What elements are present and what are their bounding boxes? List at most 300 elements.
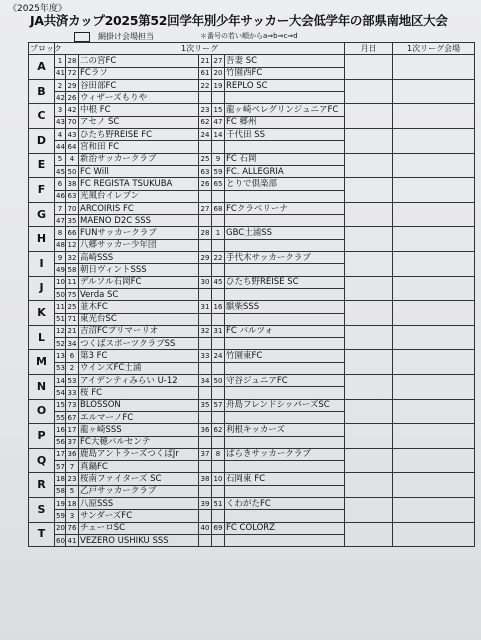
team-name: エルマーノFC <box>79 411 199 423</box>
team-name: ウィザーズもりや <box>79 92 199 104</box>
table-row <box>29 448 475 460</box>
match-date <box>345 178 393 203</box>
table-row <box>29 178 475 190</box>
seed-number: 30 <box>199 276 212 288</box>
block-letter: Q <box>29 448 55 473</box>
draw-number <box>212 534 225 546</box>
team-name: ひたち野REISE SC <box>225 276 345 288</box>
team-name: 千代田 SS <box>225 129 345 141</box>
team-name: FC Will <box>79 165 199 177</box>
team-name <box>225 288 345 300</box>
block-letter: O <box>29 399 55 424</box>
draw-number: 2 <box>66 362 79 374</box>
draw-number <box>212 190 225 202</box>
draw-number <box>212 141 225 153</box>
block-letter: S <box>29 497 55 522</box>
seed-number <box>199 411 212 423</box>
draw-number: 26 <box>66 92 79 104</box>
seed-number <box>199 461 212 473</box>
team-name: 第3 FC <box>79 350 199 362</box>
draw-number: 66 <box>66 227 79 239</box>
team-name: 光風台イレブン <box>79 190 199 202</box>
page-title: JA共済カップ2025第52回学年別少年サッカー大会低学年の部県南地区大会 <box>30 13 448 28</box>
seed-number: 37 <box>199 448 212 460</box>
draw-number <box>212 411 225 423</box>
venue <box>393 129 475 154</box>
seed-number: 45 <box>55 165 66 177</box>
team-name <box>225 239 345 251</box>
legend <box>74 31 154 42</box>
team-name: FC バルツォ <box>225 325 345 337</box>
match-date <box>345 350 393 375</box>
team-name: ぱらきサッカークラブ <box>225 448 345 460</box>
match-date <box>345 301 393 326</box>
draw-number: 75 <box>66 288 79 300</box>
team-name: つくばスポーツクラブSS <box>79 338 199 350</box>
team-name: FCラソ <box>79 67 199 79</box>
venue <box>393 276 475 301</box>
block-letter: A <box>29 55 55 80</box>
seed-number <box>199 510 212 522</box>
team-name: デルソル石岡FC <box>79 276 199 288</box>
team-name <box>225 190 345 202</box>
seed-number <box>199 387 212 399</box>
draw-number: 16 <box>212 301 225 313</box>
seed-number: 51 <box>55 313 66 325</box>
match-date <box>345 129 393 154</box>
team-name: REPLO SC <box>225 79 345 91</box>
seed-number: 23 <box>199 104 212 116</box>
seed-number: 17 <box>55 448 66 460</box>
draw-number: 1 <box>212 227 225 239</box>
draw-number: 63 <box>66 190 79 202</box>
seed-number: 22 <box>199 79 212 91</box>
team-name: アセノ SC <box>79 116 199 128</box>
draw-number: 37 <box>66 436 79 448</box>
team-name: くわがたFC <box>225 497 345 509</box>
seed-number: 49 <box>55 264 66 276</box>
draw-number: 67 <box>66 411 79 423</box>
match-date <box>345 522 393 547</box>
draw-number <box>212 239 225 251</box>
table-row <box>29 497 475 509</box>
draw-number: 27 <box>212 55 225 67</box>
draw-number: 76 <box>66 522 79 534</box>
team-name: 竹園東FC <box>225 350 345 362</box>
table-row <box>29 375 475 387</box>
draw-number: 73 <box>66 399 79 411</box>
table-row <box>29 276 475 288</box>
match-date <box>345 202 393 227</box>
team-name: FC大穂バルセンテ <box>79 436 199 448</box>
draw-number: 32 <box>66 252 79 264</box>
table-row <box>29 350 475 362</box>
draw-number: 20 <box>212 67 225 79</box>
block-letter: G <box>29 202 55 227</box>
seed-number: 47 <box>55 215 66 227</box>
team-name <box>225 313 345 325</box>
team-name: FC 郷州 <box>225 116 345 128</box>
draw-number: 57 <box>212 399 225 411</box>
seed-number: 36 <box>199 424 212 436</box>
seed-number <box>199 485 212 497</box>
seed-number: 42 <box>55 92 66 104</box>
seed-number: 34 <box>199 375 212 387</box>
draw-number: 51 <box>212 497 225 509</box>
team-name: 高崎SSS <box>79 252 199 264</box>
seed-number: 40 <box>199 522 212 534</box>
match-date <box>345 448 393 473</box>
draw-number <box>212 485 225 497</box>
seed-number: 57 <box>55 461 66 473</box>
seed-number: 3 <box>55 104 66 116</box>
team-name <box>225 362 345 374</box>
team-name: 舟島フレンドシッパーズSC <box>225 399 345 411</box>
seed-number: 60 <box>55 534 66 546</box>
team-name: ウインズFC土浦 <box>79 362 199 374</box>
seed-number: 19 <box>55 497 66 509</box>
seed-number: 1 <box>55 55 66 67</box>
block-letter: F <box>29 178 55 203</box>
team-name: FC 石岡 <box>225 153 345 165</box>
draw-number: 11 <box>66 276 79 288</box>
match-date <box>345 104 393 129</box>
seed-number: 46 <box>55 190 66 202</box>
draw-number: 18 <box>66 497 79 509</box>
team-name <box>225 264 345 276</box>
team-name: FC REGISTA TSUKUBA <box>79 178 199 190</box>
venue <box>393 227 475 252</box>
team-name: ARCOIRIS FC <box>79 202 199 214</box>
seed-number: 21 <box>199 55 212 67</box>
draw-number <box>212 288 225 300</box>
draw-number: 28 <box>66 55 79 67</box>
team-name: 東光台SC <box>79 313 199 325</box>
table-row <box>29 399 475 411</box>
draw-number <box>212 362 225 374</box>
seed-number <box>199 215 212 227</box>
seed-number: 35 <box>199 399 212 411</box>
block-letter: I <box>29 252 55 277</box>
block-letter: H <box>29 227 55 252</box>
draw-number: 12 <box>66 239 79 251</box>
draw-number: 19 <box>212 79 225 91</box>
team-name <box>225 338 345 350</box>
draw-number <box>212 215 225 227</box>
seed-number: 59 <box>55 510 66 522</box>
team-name: 守谷ジュニアFC <box>225 375 345 387</box>
team-name: BLOSSON <box>79 399 199 411</box>
draw-number: 33 <box>66 387 79 399</box>
draw-number: 72 <box>66 67 79 79</box>
seed-number <box>199 190 212 202</box>
match-date <box>345 276 393 301</box>
match-date <box>345 55 393 80</box>
team-name: 朝日ヴィントSSS <box>79 264 199 276</box>
team-name <box>225 387 345 399</box>
seed-number: 55 <box>55 411 66 423</box>
draw-number: 59 <box>212 165 225 177</box>
team-name <box>225 461 345 473</box>
seed-number: 44 <box>55 141 66 153</box>
seed-number: 16 <box>55 424 66 436</box>
team-name: 竹園西FC <box>225 67 345 79</box>
draw-number: 15 <box>212 104 225 116</box>
team-name: 並木FC <box>79 301 199 313</box>
draw-number: 22 <box>212 252 225 264</box>
venue <box>393 350 475 375</box>
draw-number: 62 <box>212 424 225 436</box>
draw-number: 14 <box>212 129 225 141</box>
team-name: 桜南ファイターズ SC <box>79 473 199 485</box>
match-date <box>345 325 393 350</box>
team-name: 龍ヶ崎ベレグリンジュニアFC <box>225 104 345 116</box>
draw-number: 9 <box>212 153 225 165</box>
draw-number: 25 <box>66 301 79 313</box>
seed-number: 4 <box>55 129 66 141</box>
seed-number: 43 <box>55 116 66 128</box>
team-name: 手代木サッカークラブ <box>225 252 345 264</box>
draw-number: 31 <box>212 325 225 337</box>
draw-number: 70 <box>66 202 79 214</box>
table-row <box>29 202 475 214</box>
seed-number: 32 <box>199 325 212 337</box>
team-name: 龍ヶ崎SSS <box>79 424 199 436</box>
draw-number: 23 <box>66 473 79 485</box>
draw-number <box>212 92 225 104</box>
seed-number: 54 <box>55 387 66 399</box>
block-letter: L <box>29 325 55 350</box>
team-name: 宮和田 FC <box>79 141 199 153</box>
seed-number: 13 <box>55 350 66 362</box>
seed-number: 53 <box>55 362 66 374</box>
seed-number: 14 <box>55 375 66 387</box>
match-date <box>345 424 393 449</box>
draw-number: 69 <box>212 522 225 534</box>
draw-number: 17 <box>66 424 79 436</box>
legend-text: 網掛け会場担当 <box>98 32 154 41</box>
draw-number <box>212 461 225 473</box>
seed-number: 11 <box>55 301 66 313</box>
team-name <box>225 141 345 153</box>
seed-number <box>199 92 212 104</box>
draw-number: 10 <box>212 473 225 485</box>
match-date <box>345 79 393 104</box>
draw-number: 41 <box>66 534 79 546</box>
seed-number <box>199 436 212 448</box>
match-date <box>345 497 393 522</box>
col-date: 月日 <box>345 43 393 55</box>
venue <box>393 325 475 350</box>
draw-number: 35 <box>66 215 79 227</box>
block-letter: D <box>29 129 55 154</box>
seed-number: 33 <box>199 350 212 362</box>
venue <box>393 178 475 203</box>
seed-number: 10 <box>55 276 66 288</box>
seed-number: 20 <box>55 522 66 534</box>
match-date <box>345 473 393 498</box>
draw-number <box>212 436 225 448</box>
seed-number: 28 <box>199 227 212 239</box>
team-name: GBC土浦SS <box>225 227 345 239</box>
team-name <box>225 485 345 497</box>
draw-number: 43 <box>66 129 79 141</box>
block-letter: P <box>29 424 55 449</box>
block-letter: M <box>29 350 55 375</box>
seed-number: 9 <box>55 252 66 264</box>
draw-number: 6 <box>66 350 79 362</box>
seed-number: 12 <box>55 325 66 337</box>
team-name: 騏柴SSS <box>225 301 345 313</box>
col-venue: 1次リーグ会場 <box>393 43 475 55</box>
table-row <box>29 473 475 485</box>
team-name: 乙戸サッカークラブ <box>79 485 199 497</box>
block-letter: R <box>29 473 55 498</box>
block-letter: T <box>29 522 55 547</box>
seed-number <box>199 141 212 153</box>
draw-number: 4 <box>66 153 79 165</box>
seed-number: 56 <box>55 436 66 448</box>
draw-number: 50 <box>66 165 79 177</box>
seed-number <box>199 264 212 276</box>
table-row <box>29 227 475 239</box>
table-row <box>29 79 475 91</box>
draw-number <box>212 264 225 276</box>
venue <box>393 473 475 498</box>
team-name: ひたち野REISE FC <box>79 129 199 141</box>
draw-number <box>212 338 225 350</box>
year-label: 《2025年度》 <box>8 4 67 14</box>
team-name: 鹿島アントラーズつくばJr <box>79 448 199 460</box>
team-name: 中根 FC <box>79 104 199 116</box>
draw-number: 34 <box>66 338 79 350</box>
venue <box>393 79 475 104</box>
venue <box>393 301 475 326</box>
match-date <box>345 227 393 252</box>
seed-number: 58 <box>55 485 66 497</box>
team-name <box>225 411 345 423</box>
table-row <box>29 522 475 534</box>
team-name: 新治サッカークラブ <box>79 153 199 165</box>
seed-number: 50 <box>55 288 66 300</box>
seed-number: 39 <box>199 497 212 509</box>
block-letter: E <box>29 153 55 178</box>
draw-number: 45 <box>212 276 225 288</box>
team-name <box>225 92 345 104</box>
draw-number: 53 <box>66 375 79 387</box>
draw-number: 64 <box>66 141 79 153</box>
col-league: 1次リーグ <box>55 43 345 55</box>
draw-number: 24 <box>212 350 225 362</box>
venue <box>393 399 475 424</box>
seed-number: 27 <box>199 202 212 214</box>
seed-number <box>199 534 212 546</box>
venue <box>393 448 475 473</box>
seed-number: 15 <box>55 399 66 411</box>
seed-number <box>199 362 212 374</box>
team-name: 利根キッカーズ <box>225 424 345 436</box>
team-name: 吾妻 SC <box>225 55 345 67</box>
team-name: 二の宮FC <box>79 55 199 67</box>
draw-number: 21 <box>66 325 79 337</box>
venue <box>393 153 475 178</box>
venue <box>393 252 475 277</box>
seed-number: 52 <box>55 338 66 350</box>
block-letter: J <box>29 276 55 301</box>
team-name: 桜 FC <box>79 387 199 399</box>
col-block: ブロック <box>29 43 55 55</box>
seed-number <box>199 288 212 300</box>
team-name: FC. ALLEGRIA <box>225 165 345 177</box>
block-letter: K <box>29 301 55 326</box>
draw-number <box>212 313 225 325</box>
seed-number: 38 <box>199 473 212 485</box>
team-name: アイデンティみらい U-12 <box>79 375 199 387</box>
draw-number: 7 <box>66 461 79 473</box>
draw-number: 50 <box>212 375 225 387</box>
seed-number: 7 <box>55 202 66 214</box>
venue <box>393 497 475 522</box>
table-row <box>29 325 475 337</box>
seed-number: 48 <box>55 239 66 251</box>
draw-number: 68 <box>212 202 225 214</box>
seed-number: 29 <box>199 252 212 264</box>
seed-number: 61 <box>199 67 212 79</box>
seed-number: 8 <box>55 227 66 239</box>
league-table <box>28 42 475 547</box>
team-name: 八原SSS <box>79 497 199 509</box>
venue <box>393 522 475 547</box>
team-name: 谷田部FC <box>79 79 199 91</box>
team-name <box>225 510 345 522</box>
team-name <box>225 436 345 448</box>
seed-number: 2 <box>55 79 66 91</box>
draw-number <box>212 510 225 522</box>
seed-number: 26 <box>199 178 212 190</box>
seed-number: 63 <box>199 165 212 177</box>
team-name: サンダーズFC <box>79 510 199 522</box>
shaded-box-icon <box>74 32 90 42</box>
team-name: 石岡東 FC <box>225 473 345 485</box>
draw-number: 42 <box>66 104 79 116</box>
block-letter: N <box>29 375 55 400</box>
draw-number: 70 <box>66 116 79 128</box>
seed-number: 25 <box>199 153 212 165</box>
venue <box>393 202 475 227</box>
seed-number: 41 <box>55 67 66 79</box>
team-name: 八郷サッカー少年団 <box>79 239 199 251</box>
team-name: FC COLORZ <box>225 522 345 534</box>
team-name: とりで倶楽部 <box>225 178 345 190</box>
block-letter: C <box>29 104 55 129</box>
draw-number: 8 <box>212 448 225 460</box>
draw-number: 38 <box>66 178 79 190</box>
draw-number: 36 <box>66 448 79 460</box>
match-date <box>345 153 393 178</box>
team-name: FUNサッカークラブ <box>79 227 199 239</box>
venue <box>393 104 475 129</box>
venue <box>393 424 475 449</box>
table-row <box>29 104 475 116</box>
block-letter: B <box>29 79 55 104</box>
draw-number: 58 <box>66 264 79 276</box>
seed-number: 18 <box>55 473 66 485</box>
team-name: Verda SC <box>79 288 199 300</box>
draw-number: 5 <box>66 485 79 497</box>
order-note: ＊番号の若い順からa⇒b⇒c⇒d <box>200 32 298 40</box>
draw-number: 47 <box>212 116 225 128</box>
team-name: 吉沼FCプリマーリオ <box>79 325 199 337</box>
